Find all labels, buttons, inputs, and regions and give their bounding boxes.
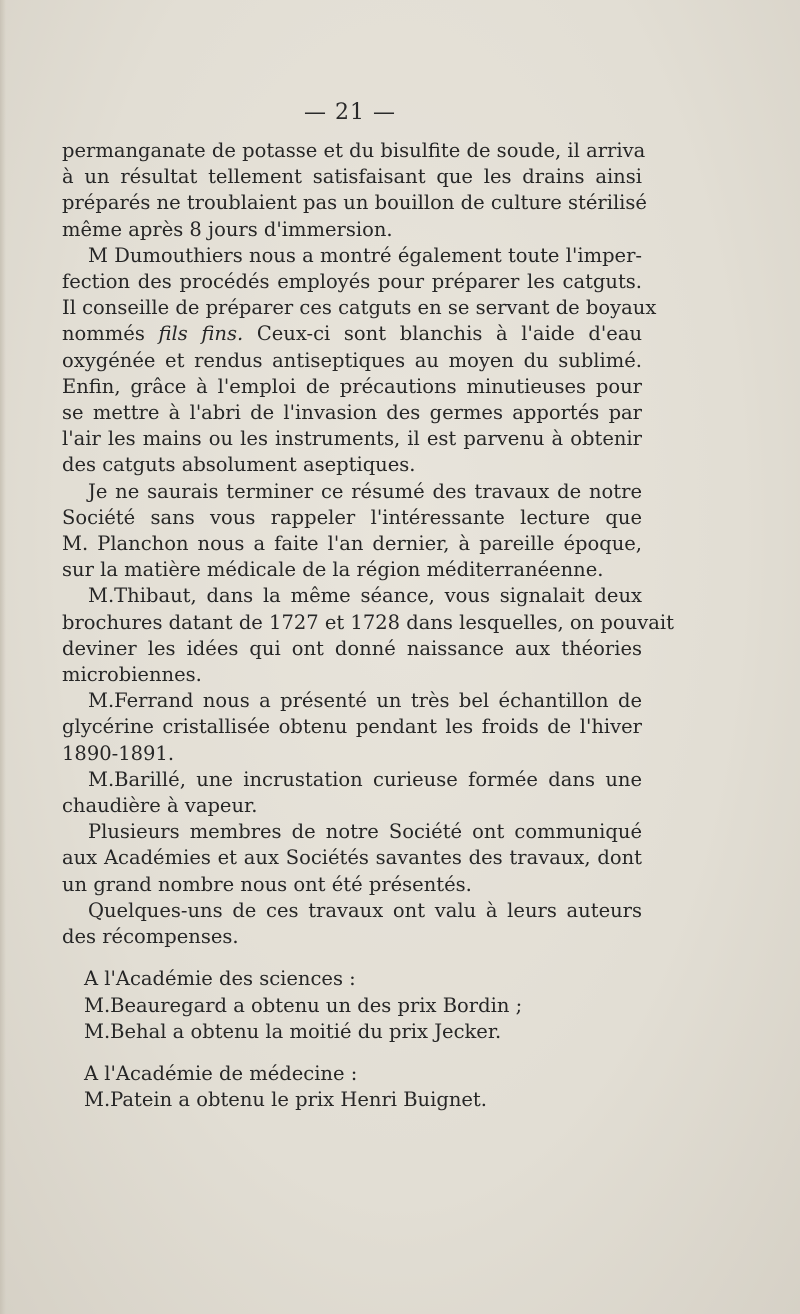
text-line: des récompenses. — [62, 925, 239, 949]
spacer — [62, 950, 642, 966]
page-number: — 21 — — [304, 100, 396, 125]
body-text — [62, 138, 674, 1113]
text-line: se mettre à l'abri de l'invasion des germes apportés par — [62, 401, 642, 425]
text-line: chaudière à vapeur. — [62, 794, 258, 818]
awards-academie-medecine — [62, 1061, 642, 1113]
paragraph — [62, 583, 674, 688]
text-line: M. Planchon nous a faite l'an dernier, à pareille époque, — [62, 532, 642, 556]
text-line: Société sans vous rappeler l'intéressante lecture que — [62, 505, 642, 529]
paragraph — [62, 767, 642, 819]
text-line: l'air les mains ou les instruments, il est parvenu à obtenir — [62, 427, 642, 451]
text-line: des catguts absolument aseptiques. — [62, 453, 416, 477]
text-line: sur la matière médicale de la région méditerranéenne. — [62, 558, 604, 582]
text-line: Quelques-uns de ces travaux ont valu à leurs auteurs — [88, 898, 642, 922]
award-entry: M.Beauregard a obtenu un des prix Bordin ; — [84, 993, 523, 1017]
text-line: deviner les idées qui ont donné naissance aux théories — [62, 636, 642, 660]
award-entry: M.Behal a obtenu la moitié du prix Jecker. — [84, 1019, 502, 1043]
text-line: 1890-1891. — [62, 741, 175, 765]
text-line-with-italic: nommés fils fins. Ceux-ci sont blanchis à l'aide d'eau — [62, 322, 642, 346]
text-line: M.Ferrand nous a présenté un très bel échantillon de — [88, 689, 642, 713]
text-line: fection des procédés employés pour préparer les catguts. — [62, 270, 642, 294]
text-line: préparés ne troublaient pas un bouillon de culture stérilisé — [62, 191, 647, 215]
text-line: permanganate de potasse et du bisulfite de soude, il arriva — [62, 139, 646, 162]
paragraph — [62, 898, 642, 950]
text-line: Il conseille de préparer ces catguts en se servant de boyaux — [62, 296, 657, 320]
text-line: même après 8 jours d'immersion. — [62, 217, 393, 241]
paragraph — [62, 688, 642, 767]
text-line: glycérine cristallisée obtenu pendant les froids de l'hiver — [62, 715, 642, 739]
text-line: à un résultat tellement satisfaisant que les drains ainsi — [62, 165, 642, 189]
text-line: brochures datant de 1727 et 1728 dans lesquelles, on pouvait — [62, 610, 674, 634]
award-entry: M.Patein a obtenu le prix Henri Buignet. — [84, 1088, 487, 1112]
page-edge-shadow — [0, 0, 6, 1314]
text-line: un grand nombre nous ont été présentés. — [62, 872, 472, 896]
text-line: M Dumouthiers nous a montré également toute l'imper- — [88, 243, 642, 267]
paragraph — [62, 243, 657, 479]
text-line: M.Thibaut, dans la même séance, vous signalait deux — [88, 584, 642, 608]
italic-term: fils fins. — [158, 322, 244, 346]
award-heading: A l'Académie des sciences : — [84, 967, 356, 991]
text-line: aux Académies et aux Sociétés savantes des travaux, dont — [62, 846, 642, 870]
text-line: Enfin, grâce à l'emploi de précautions minutieuses pour — [62, 374, 642, 398]
text-line: M.Barillé, une incrustation curieuse formée dans une — [88, 767, 642, 791]
awards-academie-sciences — [62, 966, 642, 1045]
paragraph — [62, 479, 642, 584]
text-line: microbiennes. — [62, 663, 202, 687]
text-line: Plusieurs membres de notre Société ont communiqué — [88, 820, 642, 844]
spacer — [62, 1045, 642, 1061]
text-line: oxygénée et rendus antiseptiques au moyen du sublimé. — [62, 348, 642, 372]
paragraph — [62, 819, 642, 898]
paragraph — [62, 138, 647, 243]
award-heading: A l'Académie de médecine : — [84, 1061, 358, 1085]
text-line: Je ne saurais terminer ce résumé des travaux de notre — [88, 479, 642, 503]
